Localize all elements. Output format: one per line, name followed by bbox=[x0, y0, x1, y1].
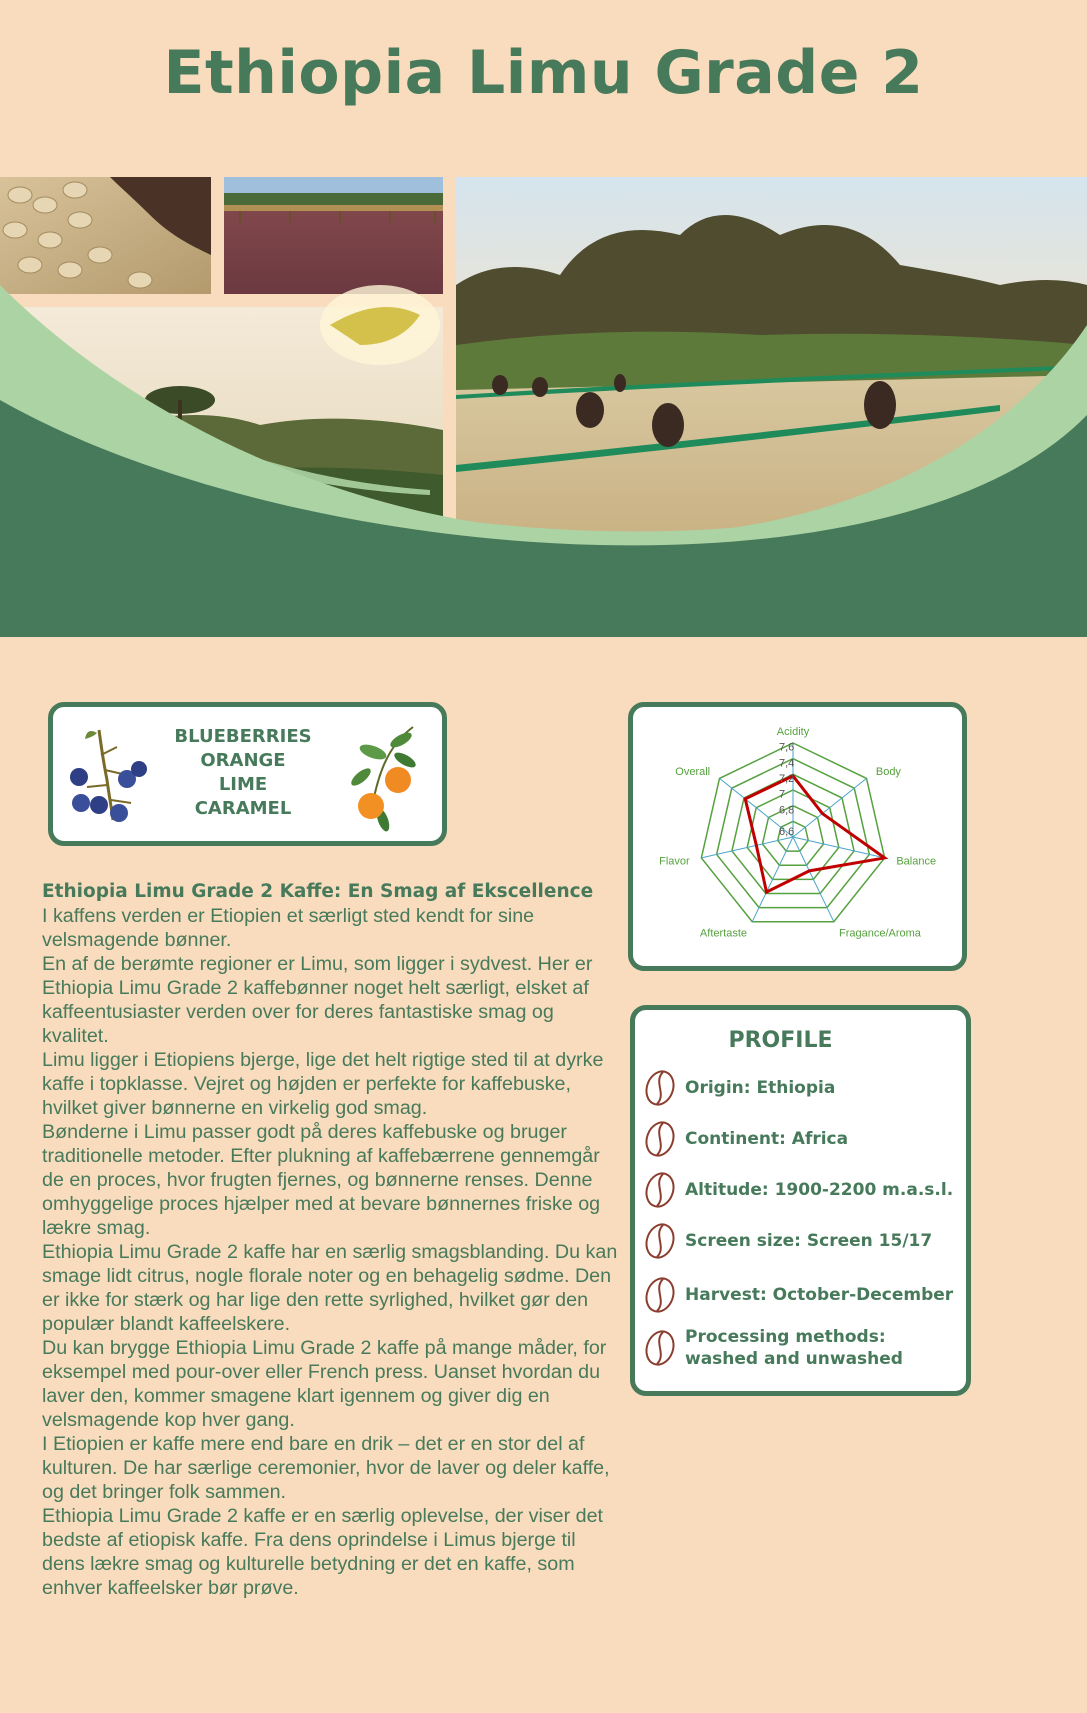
flavor-item: CARAMEL bbox=[194, 798, 292, 819]
article-paragraph: En af de berømte regioner er Limu, som ligger i sydvest. Her er Ethiopia Limu Grade 2 kaffebønner noget helt særligt, elsket af kaffeentusiaster verden over for deres fantastiske smag og kvalitet. bbox=[42, 953, 593, 1047]
article-paragraph: Bønderne i Limu passer godt på deres kaffebuske og bruger traditionelle metoder. Efter plukning af kaffebærrene gennemgår de en proces, hvor frugten fjernes, og bønnerne renses. Denne omhyggelige proces hjælper med at bevare bønnernes friske og lækre smag. bbox=[42, 1121, 601, 1239]
flavor-item: BLUEBERRIES bbox=[174, 726, 312, 747]
coffee-bean-icon bbox=[643, 1068, 677, 1108]
radar-tick-label: 7,2 bbox=[779, 773, 795, 785]
coffee-bean-icon bbox=[643, 1221, 677, 1261]
coffee-bean-icon bbox=[643, 1170, 677, 1210]
radar-chart-card bbox=[628, 702, 967, 971]
radar-tick-label: 7 bbox=[779, 788, 786, 801]
radar-spoke bbox=[701, 837, 793, 858]
radar-spoke bbox=[793, 778, 866, 837]
radar-axis-label: Balance bbox=[896, 855, 937, 868]
profile-title: PROFILE bbox=[728, 1028, 833, 1053]
coffee-bean-icon bbox=[643, 1119, 677, 1159]
profile-item-text: Processing methods: washed and unwashed bbox=[685, 1327, 903, 1369]
article-heading: Ethiopia Limu Grade 2 Kaffe: En Smag af Ekscellence bbox=[42, 881, 594, 902]
article bbox=[42, 880, 622, 1600]
green-beans-photo bbox=[0, 177, 211, 294]
article-paragraph: Ethiopia Limu Grade 2 kaffe har en særlig smagsblanding. Du kan smage lidt citrus, nogle florale noter og en behagelig sødme. Den er ikke for stærk og har lige den rette syrlighed, hvilket gør den populær blandt kaffeelskere. bbox=[42, 1241, 618, 1335]
flavor-notes-card bbox=[48, 702, 447, 846]
radar-axis-label: Acidity bbox=[776, 726, 810, 738]
profile-item-text: Origin: Ethiopia bbox=[685, 1078, 836, 1098]
profile-item-text: Harvest: October-December bbox=[685, 1285, 954, 1305]
profile-item-text: Altitude: 1900-2200 m.a.s.l. bbox=[685, 1180, 954, 1200]
flavor-item: LIME bbox=[218, 774, 268, 795]
radar-series-line bbox=[745, 776, 884, 892]
profile-item-harvest bbox=[643, 1275, 963, 1315]
profile-item-screen-size bbox=[643, 1221, 963, 1261]
radar-tick-label: 6,6 bbox=[779, 826, 795, 838]
profile-item-origin bbox=[643, 1068, 963, 1108]
flavor-item: ORANGE bbox=[200, 750, 286, 771]
flavor-list bbox=[153, 725, 333, 821]
profile-item-processing bbox=[643, 1326, 963, 1370]
profile-item-continent bbox=[643, 1119, 963, 1159]
radar-tick-label: 7,6 bbox=[779, 741, 795, 754]
radar-chart bbox=[633, 707, 962, 966]
radar-axis-label: Fragance/Aroma bbox=[838, 927, 921, 940]
orange-icon bbox=[343, 722, 423, 832]
blueberries-icon bbox=[67, 725, 147, 830]
profile-card bbox=[630, 1005, 971, 1396]
article-paragraph: Limu ligger i Etiopiens bjerge, lige det helt rigtige sted til at dyrke kaffe i topklasse. Vejret og højden er perfekte for kaffebuske, hvilket giver bønnerne en virkelig god smag. bbox=[42, 1049, 604, 1119]
profile-item-text: Continent: Africa bbox=[685, 1129, 849, 1149]
coffee-bean-icon bbox=[643, 1328, 677, 1368]
radar-tick-label: 7,4 bbox=[779, 757, 795, 770]
radar-tick-label: 6,8 bbox=[779, 804, 795, 817]
hero-collage bbox=[0, 175, 1087, 637]
article-paragraph: Ethiopia Limu Grade 2 kaffe er en særlig oplevelse, der viser det bedste af etiopisk kaffe. Fra dens oprindelse i Limus bjerge til dens lækre smag og kulturelle betydning er det en kaffe, som enhver kaffeelsker bør prøve. bbox=[42, 1505, 604, 1599]
article-paragraph: I Etiopien er kaffe mere end bare en drik – det er en stor del af kulturen. De har særlige ceremonier, hvor de laver og deler kaffe, og det bringer folk sammen. bbox=[42, 1433, 610, 1503]
radar-axis-label: Overall bbox=[675, 765, 711, 778]
radar-axis-label: Body bbox=[875, 765, 901, 778]
radar-axis-label: Flavor bbox=[659, 855, 690, 868]
article-paragraph: Du kan brygge Ethiopia Limu Grade 2 kaffe på mange måder, for eksempel med pour-over eller French press. Uanset hvordan du laver den, kommer smagene klart igennem og giver dig en velsmagende kop hver gang. bbox=[42, 1337, 607, 1431]
article-paragraph: I kaffens verden er Etiopien et særligt sted kendt for sine velsmagende bønner. bbox=[42, 905, 535, 951]
coffee-bean-icon bbox=[643, 1275, 677, 1315]
radar-axis-label: Aftertaste bbox=[699, 927, 748, 940]
drying-beds-photo bbox=[224, 177, 443, 294]
profile-item-altitude bbox=[643, 1170, 963, 1210]
profile-item-text: Screen size: Screen 15/17 bbox=[685, 1231, 933, 1251]
page-title: Ethiopia Limu Grade 2 bbox=[163, 38, 924, 108]
